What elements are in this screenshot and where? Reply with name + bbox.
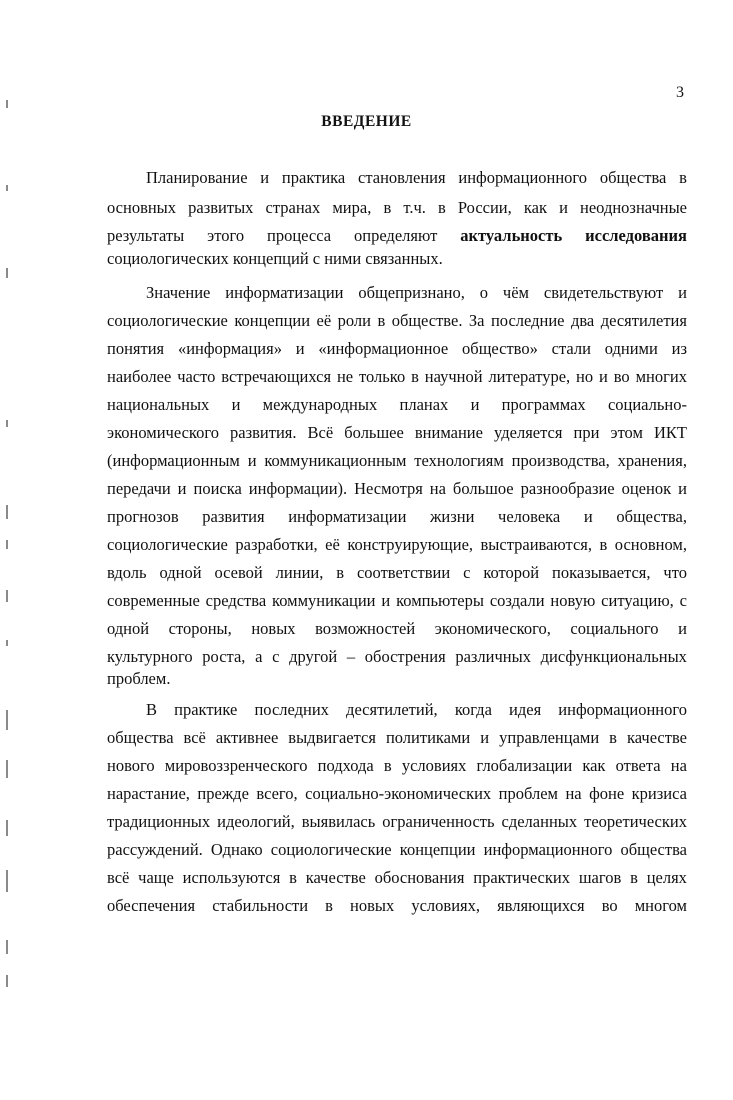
word: нового — [107, 756, 155, 775]
word: общества — [599, 168, 667, 187]
word: два — [570, 311, 595, 330]
word: социологические — [107, 311, 228, 330]
word: социально-экономических — [305, 784, 492, 803]
word: рассуждений. — [107, 840, 203, 859]
word: в — [289, 868, 297, 887]
word: а — [255, 647, 263, 666]
word: и — [295, 339, 305, 358]
word: производства, — [511, 451, 610, 470]
word: прогнозов — [107, 507, 179, 526]
word: большее — [344, 423, 404, 442]
word: подхода — [317, 756, 374, 775]
word: показывается, — [552, 563, 651, 582]
word: и — [559, 198, 568, 217]
word: линии, — [275, 563, 324, 582]
text-line: социологических концепций с ними связанных. — [107, 249, 443, 268]
word: социального — [570, 619, 659, 638]
word: практических — [473, 868, 570, 887]
word: всего, — [256, 784, 298, 803]
word: информатизации — [288, 507, 407, 526]
text-line — [107, 784, 687, 804]
word: и — [177, 479, 187, 498]
word: и — [260, 168, 270, 187]
word: и — [470, 395, 480, 414]
text-line — [107, 647, 687, 667]
word: коммуникационным — [264, 451, 407, 470]
word: условиях — [401, 756, 467, 775]
word: новых — [251, 619, 296, 638]
word: что — [663, 563, 687, 582]
text-line — [107, 451, 687, 471]
word: нарастание, — [107, 784, 190, 803]
word: часто — [177, 367, 216, 386]
word: выстраиваются, — [480, 535, 592, 554]
text-line — [107, 756, 687, 776]
word: практике — [174, 700, 238, 719]
word: коммуникации — [272, 591, 376, 610]
word: информации). — [248, 479, 348, 498]
word: идея — [509, 700, 542, 719]
word: с — [272, 647, 280, 666]
text-line — [107, 535, 687, 555]
scan-edge-marks — [0, 0, 16, 1100]
word: развития. — [230, 423, 297, 442]
word: только — [358, 367, 406, 386]
word: на — [565, 784, 582, 803]
word: передачи — [107, 479, 171, 498]
word: процесса — [267, 226, 332, 245]
word: роста, — [202, 647, 246, 666]
word: т.ч. — [403, 198, 426, 217]
word: свидетельствуют — [543, 283, 664, 302]
word: последних — [254, 700, 329, 719]
word: обществе. — [391, 311, 463, 330]
word: компьютеры — [396, 591, 484, 610]
word: и — [231, 395, 241, 414]
word: чём — [502, 283, 529, 302]
word: выявилась — [301, 812, 376, 831]
word: ИКТ — [654, 423, 687, 442]
word: используются — [182, 868, 281, 887]
text-line — [107, 840, 687, 860]
word: – — [346, 647, 356, 666]
word: активнее — [215, 728, 279, 747]
word: России, — [457, 198, 512, 217]
word: создали — [489, 591, 545, 610]
word: концепции — [399, 840, 476, 859]
word: конструирующие, — [347, 535, 474, 554]
word: в — [325, 896, 333, 915]
word: культурного — [107, 647, 193, 666]
word: современные — [107, 591, 200, 610]
word: в — [411, 367, 419, 386]
word: За — [468, 311, 485, 330]
word: Несмотря — [354, 479, 423, 498]
word: как — [582, 756, 606, 775]
word: информационного — [558, 700, 687, 719]
word: фоне — [589, 784, 625, 803]
word: (информационным — [107, 451, 240, 470]
word: ситуацию, — [601, 591, 674, 610]
word: понятия — [107, 339, 165, 358]
word: не — [336, 367, 354, 386]
word: и — [247, 451, 257, 470]
word: технологиям — [414, 451, 504, 470]
word: и — [599, 367, 608, 386]
word: идеологий, — [217, 812, 295, 831]
word: планах — [399, 395, 449, 414]
word: общества — [620, 840, 687, 859]
word: уделяется — [494, 423, 563, 442]
word: разнообразие — [520, 479, 615, 498]
word: социологические — [270, 840, 392, 859]
word: «информация» — [177, 339, 282, 358]
word: жизни — [430, 507, 475, 526]
word: стабильности — [212, 896, 309, 915]
word: всё — [183, 728, 206, 747]
word: осевой — [214, 563, 263, 582]
text-line — [107, 812, 687, 832]
word: соответствии — [356, 563, 451, 582]
word: и — [381, 591, 391, 610]
text-line — [107, 339, 687, 359]
word: В — [146, 700, 158, 719]
word: ответа — [615, 756, 661, 775]
word: являющихся — [497, 896, 585, 915]
word: и — [583, 507, 593, 526]
word: в — [630, 868, 638, 887]
word: основных — [107, 198, 177, 217]
word: выдвигается — [288, 728, 376, 747]
word: глобализации — [476, 756, 573, 775]
word: концепции — [234, 311, 311, 330]
text-line — [146, 283, 687, 303]
text-line — [107, 896, 687, 916]
word: во — [601, 896, 618, 915]
word: с — [463, 563, 471, 582]
word: основном, — [614, 535, 687, 554]
word: этом — [610, 423, 643, 442]
word: хранения, — [617, 451, 687, 470]
word: научной — [424, 367, 483, 386]
word: странах — [265, 198, 321, 217]
word: общепризнано, — [358, 283, 465, 302]
word: обострения — [364, 647, 446, 666]
word: из — [671, 339, 687, 358]
word: кризиса — [631, 784, 687, 803]
text-line — [146, 168, 687, 188]
word: как — [523, 198, 547, 217]
text-line — [107, 507, 687, 527]
word: качестве — [626, 728, 687, 747]
word: литературе, — [488, 367, 571, 386]
word: о — [479, 283, 489, 302]
word: мировоззренческого — [164, 756, 308, 775]
word: дисфункциональных — [540, 647, 687, 666]
word: определяют — [354, 226, 438, 245]
word: человека — [498, 507, 561, 526]
word: наиболее — [107, 367, 172, 386]
word: десятилетий, — [346, 700, 438, 719]
word: внимание — [414, 423, 483, 442]
word: вдоль — [107, 563, 147, 582]
word: практика — [281, 168, 346, 187]
word: традиционных — [107, 812, 211, 831]
word: встречающихся — [221, 367, 332, 386]
word: разработки, — [235, 535, 318, 554]
word: многом — [634, 896, 687, 915]
text-line — [107, 563, 687, 583]
word: при — [573, 423, 600, 442]
word: в — [679, 168, 687, 187]
emphasis-word: исследования — [585, 226, 687, 245]
text-line — [107, 728, 687, 748]
text-line — [107, 395, 687, 415]
word: на — [670, 756, 687, 775]
word: с — [679, 591, 687, 610]
text-line — [146, 700, 687, 720]
word: последние — [490, 311, 565, 330]
text-line — [107, 311, 687, 331]
word: международных — [262, 395, 378, 414]
word: ограниченность — [382, 812, 495, 831]
word: целях — [646, 868, 687, 887]
word: Всё — [307, 423, 334, 442]
word: когда — [454, 700, 492, 719]
text-line — [107, 479, 687, 499]
word: различных — [455, 647, 531, 666]
word: информатизации — [225, 283, 344, 302]
word: но — [576, 367, 594, 386]
word: во — [613, 367, 630, 386]
word: результаты — [107, 226, 185, 245]
word: в — [336, 563, 345, 582]
word: средства — [205, 591, 267, 610]
word: стороны, — [168, 619, 232, 638]
word: и — [678, 479, 687, 498]
text-line — [107, 367, 687, 387]
word: многих — [635, 367, 687, 386]
word: этого — [207, 226, 245, 245]
word: общества — [107, 728, 174, 747]
text-line — [107, 591, 687, 611]
word: обоснования — [374, 868, 465, 887]
text-line: проблем. — [107, 669, 171, 688]
word: в — [437, 198, 446, 217]
word: управленцами — [499, 728, 600, 747]
word: большое — [452, 479, 514, 498]
emphasis-word: актуальность — [460, 226, 563, 245]
word: её — [325, 535, 340, 554]
word: в — [609, 728, 617, 747]
word: становления — [358, 168, 446, 187]
word: в — [377, 311, 386, 330]
word: информационного — [458, 168, 588, 187]
word: новую — [550, 591, 596, 610]
word: национальных — [107, 395, 210, 414]
word: развитых — [188, 198, 254, 217]
word: «информационное — [318, 339, 449, 358]
word: информационного — [483, 840, 613, 859]
word: одними — [604, 339, 658, 358]
word: условиях, — [411, 896, 480, 915]
word: Планирование — [146, 168, 248, 187]
text-line — [107, 619, 687, 639]
word: неоднозначные — [580, 198, 687, 217]
word: политиками — [385, 728, 471, 747]
word: экономического, — [434, 619, 551, 638]
word: одной — [107, 619, 150, 638]
word: обеспечения — [107, 896, 196, 915]
word: в — [383, 756, 392, 775]
word: экономического — [107, 423, 219, 442]
word: и — [480, 728, 490, 747]
page-title: ВВЕДЕНИЕ — [321, 113, 412, 130]
word: оценок — [621, 479, 672, 498]
page-number: 3 — [676, 84, 684, 101]
word: общества, — [616, 507, 687, 526]
word: в — [383, 198, 392, 217]
word: десятилетия — [600, 311, 687, 330]
word: роли — [337, 311, 371, 330]
word: в — [599, 535, 608, 554]
word: новых — [350, 896, 395, 915]
word: и — [678, 619, 687, 638]
word: сделанных — [501, 812, 578, 831]
word: всё — [107, 868, 130, 887]
word: возможностей — [315, 619, 416, 638]
word: и — [678, 283, 687, 302]
word: теоретических — [584, 812, 687, 831]
word: Однако — [210, 840, 263, 859]
word: программах — [501, 395, 586, 414]
word: которой — [483, 563, 540, 582]
word: социологические — [107, 535, 228, 554]
text-line — [107, 198, 687, 218]
word: социально- — [607, 395, 687, 414]
word: Значение — [146, 283, 211, 302]
word: качестве — [305, 868, 366, 887]
word: на — [429, 479, 446, 498]
word: проблем — [498, 784, 558, 803]
word: другой — [289, 647, 338, 666]
text-line — [107, 868, 687, 888]
word: шагов — [578, 868, 622, 887]
word: чаще — [138, 868, 174, 887]
word: стали — [551, 339, 591, 358]
text-line-with-emphasis — [107, 226, 687, 246]
word: её — [316, 311, 332, 330]
word: общество» — [462, 339, 538, 358]
text-line — [107, 423, 687, 443]
word: поиска — [193, 479, 242, 498]
word: одной — [159, 563, 202, 582]
word: прежде — [197, 784, 249, 803]
word: мира, — [332, 198, 372, 217]
word: развития — [202, 507, 265, 526]
